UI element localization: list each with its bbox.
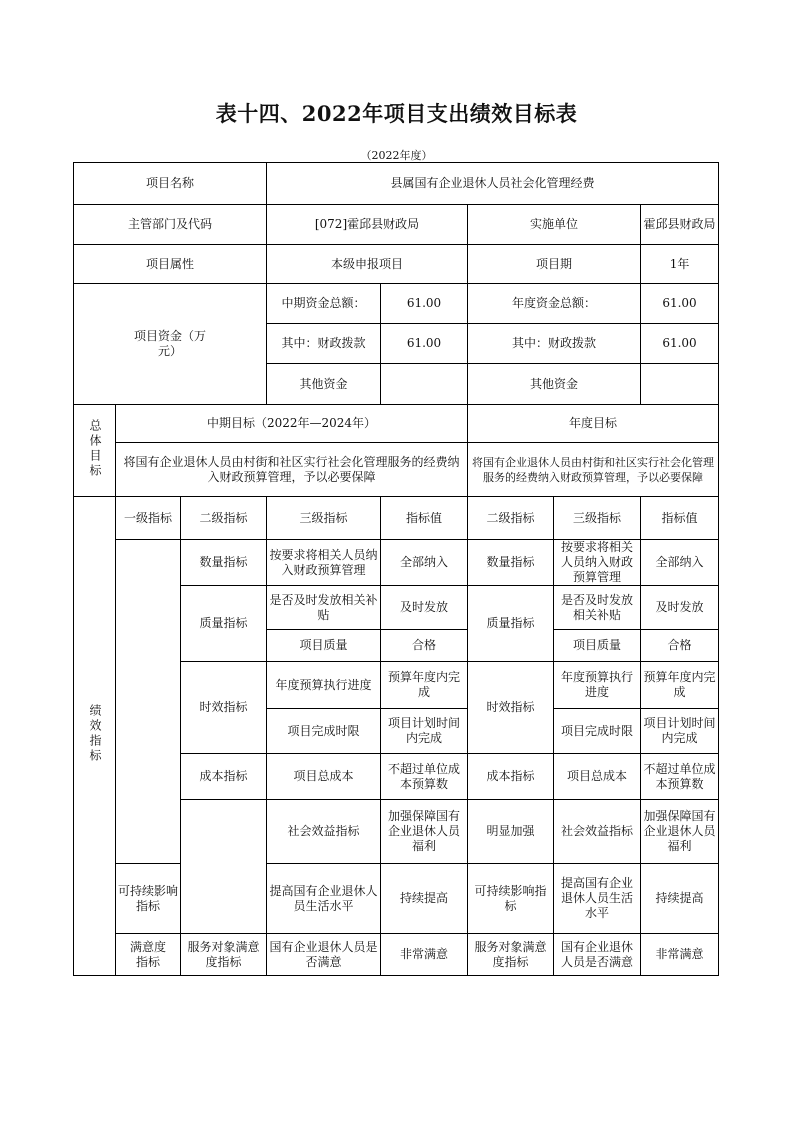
social-benefit-level3-year: 加强保障国有企业退休人员福利 xyxy=(641,800,719,864)
satisfaction-level2-year-text: 服务对象满意度指标 xyxy=(474,939,547,969)
sustainability-level2: 可持续影响指标 xyxy=(116,864,181,934)
mid-fiscal-value: 61.00 xyxy=(381,324,468,364)
quantity-level2: 数量指标 xyxy=(181,540,267,586)
timeliness-r1-level3-year: 年度预算执行进度 xyxy=(554,662,641,709)
funds-label-text: 项目资金（万元） xyxy=(133,329,206,358)
satisfaction-level2-text: 服务对象满意度指标 xyxy=(187,939,260,969)
mid-total-value: 61.00 xyxy=(381,284,468,324)
cost-value: 不超过单位成本预算数 xyxy=(381,754,468,800)
project-period-value: 1年 xyxy=(641,245,719,284)
social-benefit-value: 明显加强 xyxy=(468,800,554,864)
header-level3-year: 三级指标 xyxy=(554,497,641,540)
mid-fiscal-label: 其中：财政拨款 xyxy=(267,324,381,364)
timeliness-r1-value: 预算年度内完成 xyxy=(381,662,468,709)
department-label: 主管部门及代码 xyxy=(74,205,267,245)
quality-r1-level3: 是否及时发放相关补贴 xyxy=(267,586,381,630)
implementing-unit-value: 霍邱县财政局 xyxy=(641,205,719,245)
sustainability-level2-year: 可持续影响指标 xyxy=(468,864,554,934)
project-name-row xyxy=(74,163,719,205)
fiscal-year: （2022年度） xyxy=(360,149,433,162)
timeliness-level2: 时效指标 xyxy=(181,662,267,754)
header-value: 指标值 xyxy=(381,497,468,540)
attribute-row xyxy=(74,245,719,284)
sustainability-value: 持续提高 xyxy=(381,864,468,934)
mid-goal-header: 中期目标（2022年—2024年） xyxy=(116,405,468,443)
quality-r2-level3: 项目质量 xyxy=(267,630,381,662)
timeliness-level2-year: 时效指标 xyxy=(468,662,554,754)
year-fiscal-label: 其中：财政拨款 xyxy=(468,324,641,364)
mid-other-value xyxy=(381,364,468,405)
social-benefit-level3: 加强保障国有企业退休人员福利 xyxy=(381,800,468,864)
header-value-year: 指标值 xyxy=(641,497,719,540)
mid-total-label: 中期资金总额： xyxy=(267,284,381,324)
timeliness-r2-value-year: 项目计划时间内完成 xyxy=(641,709,719,754)
year-total-label: 年度资金总额： xyxy=(468,284,641,324)
goals-header-row xyxy=(74,405,719,443)
header-level1: 一级指标 xyxy=(116,497,181,540)
cost-level3-year: 项目总成本 xyxy=(554,754,641,800)
overall-goals-label xyxy=(74,405,116,497)
overall-goals-text: 总体目标 xyxy=(88,418,102,479)
satisfaction-level3: 国有企业退休人员是否满意 xyxy=(267,934,381,976)
year-goal-text: 将国有企业退休人员由村街和社区实行社会化管理服务的经费纳入财政预算管理，予以必要保障 xyxy=(468,443,719,497)
satisfaction-level2-year xyxy=(468,934,554,976)
year-other-label: 其他资金 xyxy=(468,364,641,405)
page-title: 表十四、2022年项目支出绩效目标表 xyxy=(215,101,578,126)
sustainability-level3-year: 提高国有企业退休人员生活水平 xyxy=(554,864,641,934)
header-level2: 二级指标 xyxy=(181,497,267,540)
social-benefit-level2: 社会效益指标 xyxy=(267,800,381,864)
quantity-value-year: 全部纳入 xyxy=(641,540,719,586)
project-name-value: 县属国有企业退休人员社会化管理经费 xyxy=(267,163,719,205)
project-attribute-value: 本级申报项目 xyxy=(267,245,468,284)
cost-level2-year: 成本指标 xyxy=(468,754,554,800)
department-row xyxy=(74,205,719,245)
year-total-value: 61.00 xyxy=(641,284,719,324)
effect-indicator-level1 xyxy=(181,800,267,934)
funds-row-total xyxy=(74,284,719,324)
indicator-header-row xyxy=(74,497,719,540)
performance-indicators-text: 绩效指标 xyxy=(88,704,102,764)
sustainability-row xyxy=(74,864,719,934)
quality-r2-value-year: 合格 xyxy=(641,630,719,662)
quality-r1-value-year: 及时发放 xyxy=(641,586,719,630)
sustainability-value-year: 持续提高 xyxy=(641,864,719,934)
quality-level2-year: 质量指标 xyxy=(468,586,554,662)
goals-content-row xyxy=(74,443,719,497)
quality-r1-value: 及时发放 xyxy=(381,586,468,630)
quantity-level3-year: 按要求将相关人员纳入财政预算管理 xyxy=(554,540,641,586)
satisfaction-level3-year: 国有企业退休人员是否满意 xyxy=(554,934,641,976)
social-benefit-level2-year: 社会效益指标 xyxy=(554,800,641,864)
timeliness-r2-level3-year: 项目完成时限 xyxy=(554,709,641,754)
header-level2-year: 二级指标 xyxy=(468,497,554,540)
cost-level3: 项目总成本 xyxy=(267,754,381,800)
quality-r2-level3-year: 项目质量 xyxy=(554,630,641,662)
year-goal-header: 年度目标 xyxy=(468,405,719,443)
satisfaction-level1-text: 满意度指标 xyxy=(129,939,166,969)
implementing-unit-label: 实施单位 xyxy=(468,205,641,245)
satisfaction-value: 非常满意 xyxy=(381,934,468,976)
satisfaction-row xyxy=(74,934,719,976)
header-level3: 三级指标 xyxy=(267,497,381,540)
mid-other-label: 其他资金 xyxy=(267,364,381,405)
quantity-value: 全部纳入 xyxy=(381,540,468,586)
satisfaction-value-year: 非常满意 xyxy=(641,934,719,976)
quality-r2-value: 合格 xyxy=(381,630,468,662)
project-period-label: 项目期 xyxy=(468,245,641,284)
performance-indicators-label xyxy=(74,497,116,976)
performance-target-table xyxy=(73,162,719,976)
sustainability-level3: 提高国有企业退休人员生活水平 xyxy=(267,864,381,934)
satisfaction-level2 xyxy=(181,934,267,976)
quantity-level3: 按要求将相关人员纳入财政预算管理 xyxy=(267,540,381,586)
year-other-value xyxy=(641,364,719,405)
cost-value-year: 不超过单位成本预算数 xyxy=(641,754,719,800)
timeliness-r1-level3: 年度预算执行进度 xyxy=(267,662,381,709)
timeliness-r2-level3: 项目完成时限 xyxy=(267,709,381,754)
timeliness-r1-value-year: 预算年度内完成 xyxy=(641,662,719,709)
quantity-level2-year: 数量指标 xyxy=(468,540,554,586)
mid-goal-text: 将国有企业退休人员由村街和社区实行社会化管理服务的经费纳入财政预算管理，予以必要保障 xyxy=(116,443,468,497)
department-value: [072]霍邱县财政局 xyxy=(267,205,468,245)
timeliness-r2-value: 项目计划时间内完成 xyxy=(381,709,468,754)
output-indicator-level1 xyxy=(116,540,181,864)
quality-r1-level3-year: 是否及时发放相关补贴 xyxy=(554,586,641,630)
satisfaction-level1 xyxy=(116,934,181,976)
quantity-row xyxy=(74,540,719,586)
quality-level2: 质量指标 xyxy=(181,586,267,662)
project-name-label: 项目名称 xyxy=(74,163,267,205)
year-fiscal-value: 61.00 xyxy=(641,324,719,364)
cost-level2: 成本指标 xyxy=(181,754,267,800)
project-attribute-label: 项目属性 xyxy=(74,245,267,284)
funds-label xyxy=(74,284,267,405)
